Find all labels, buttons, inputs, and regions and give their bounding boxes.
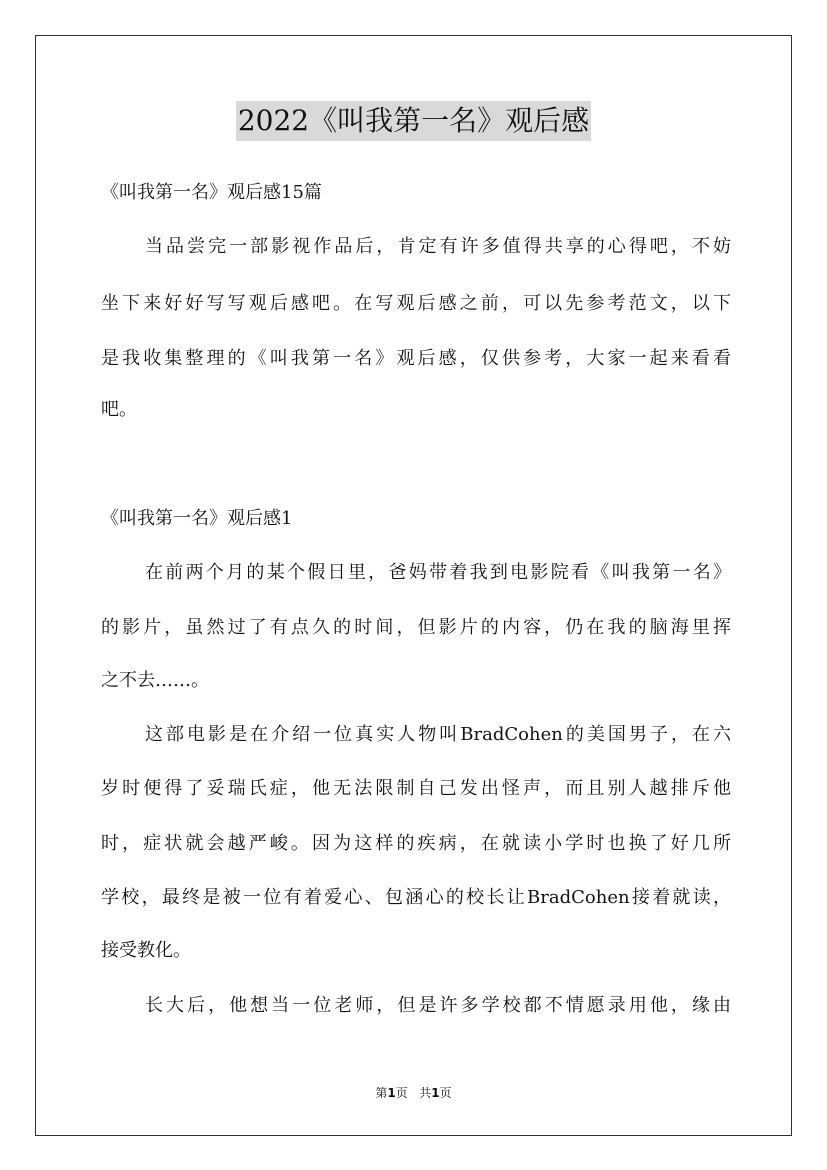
document-title: 2022《叫我第一名》观后感 bbox=[236, 101, 591, 141]
paragraph-line: 学校，最终是被一位有着爱心、包涵心的校长让BradCohen接着就读， bbox=[101, 887, 731, 908]
title-container bbox=[0, 101, 827, 141]
paragraph-line: 长大后，他想当一位老师，但是许多学校都不情愿录用他，缘由 bbox=[145, 995, 731, 1016]
subtitle: 《叫我第一名》观后感15篇 bbox=[101, 182, 322, 203]
page-current: 1 bbox=[387, 1086, 396, 1100]
page-footer bbox=[0, 1085, 827, 1101]
page-unit: 页 bbox=[395, 1086, 408, 1100]
paragraph-line: 接受教化。 bbox=[101, 940, 191, 961]
total-unit: 页 bbox=[439, 1086, 452, 1100]
page-prefix: 第 bbox=[375, 1086, 388, 1100]
total-prefix: 共 bbox=[419, 1086, 432, 1100]
section-heading: 《叫我第一名》观后感1 bbox=[101, 508, 293, 529]
paragraph-line: 时，症状就会越严峻。因为这样的疾病，在就读小学时也换了好几所 bbox=[101, 833, 731, 854]
paragraph-line: 之不去……。 bbox=[101, 670, 209, 691]
paragraph-line: 在前两个月的某个假日里，爸妈带着我到电影院看《叫我第一名》 bbox=[145, 562, 731, 583]
intro-line: 是我收集整理的《叫我第一名》观后感，仅供参考，大家一起来看看 bbox=[101, 348, 731, 369]
intro-line: 吧。 bbox=[101, 399, 137, 420]
intro-line: 当品尝完一部影视作品后，肯定有许多值得共享的心得吧，不妨 bbox=[145, 236, 731, 257]
paragraph-line: 的影片，虽然过了有点久的时间，但影片的内容，仍在我的脑海里挥 bbox=[101, 617, 731, 638]
paragraph-line: 岁时便得了妥瑞氏症，他无法限制自己发出怪声，而且别人越排斥他 bbox=[101, 778, 731, 799]
intro-line: 坐下来好好写写观后感吧。在写观后感之前，可以先参考范文，以下 bbox=[101, 293, 731, 314]
page-total: 1 bbox=[431, 1086, 440, 1100]
paragraph-line: 这部电影是在介绍一位真实人物叫BradCohen的美国男子，在六 bbox=[145, 724, 731, 745]
